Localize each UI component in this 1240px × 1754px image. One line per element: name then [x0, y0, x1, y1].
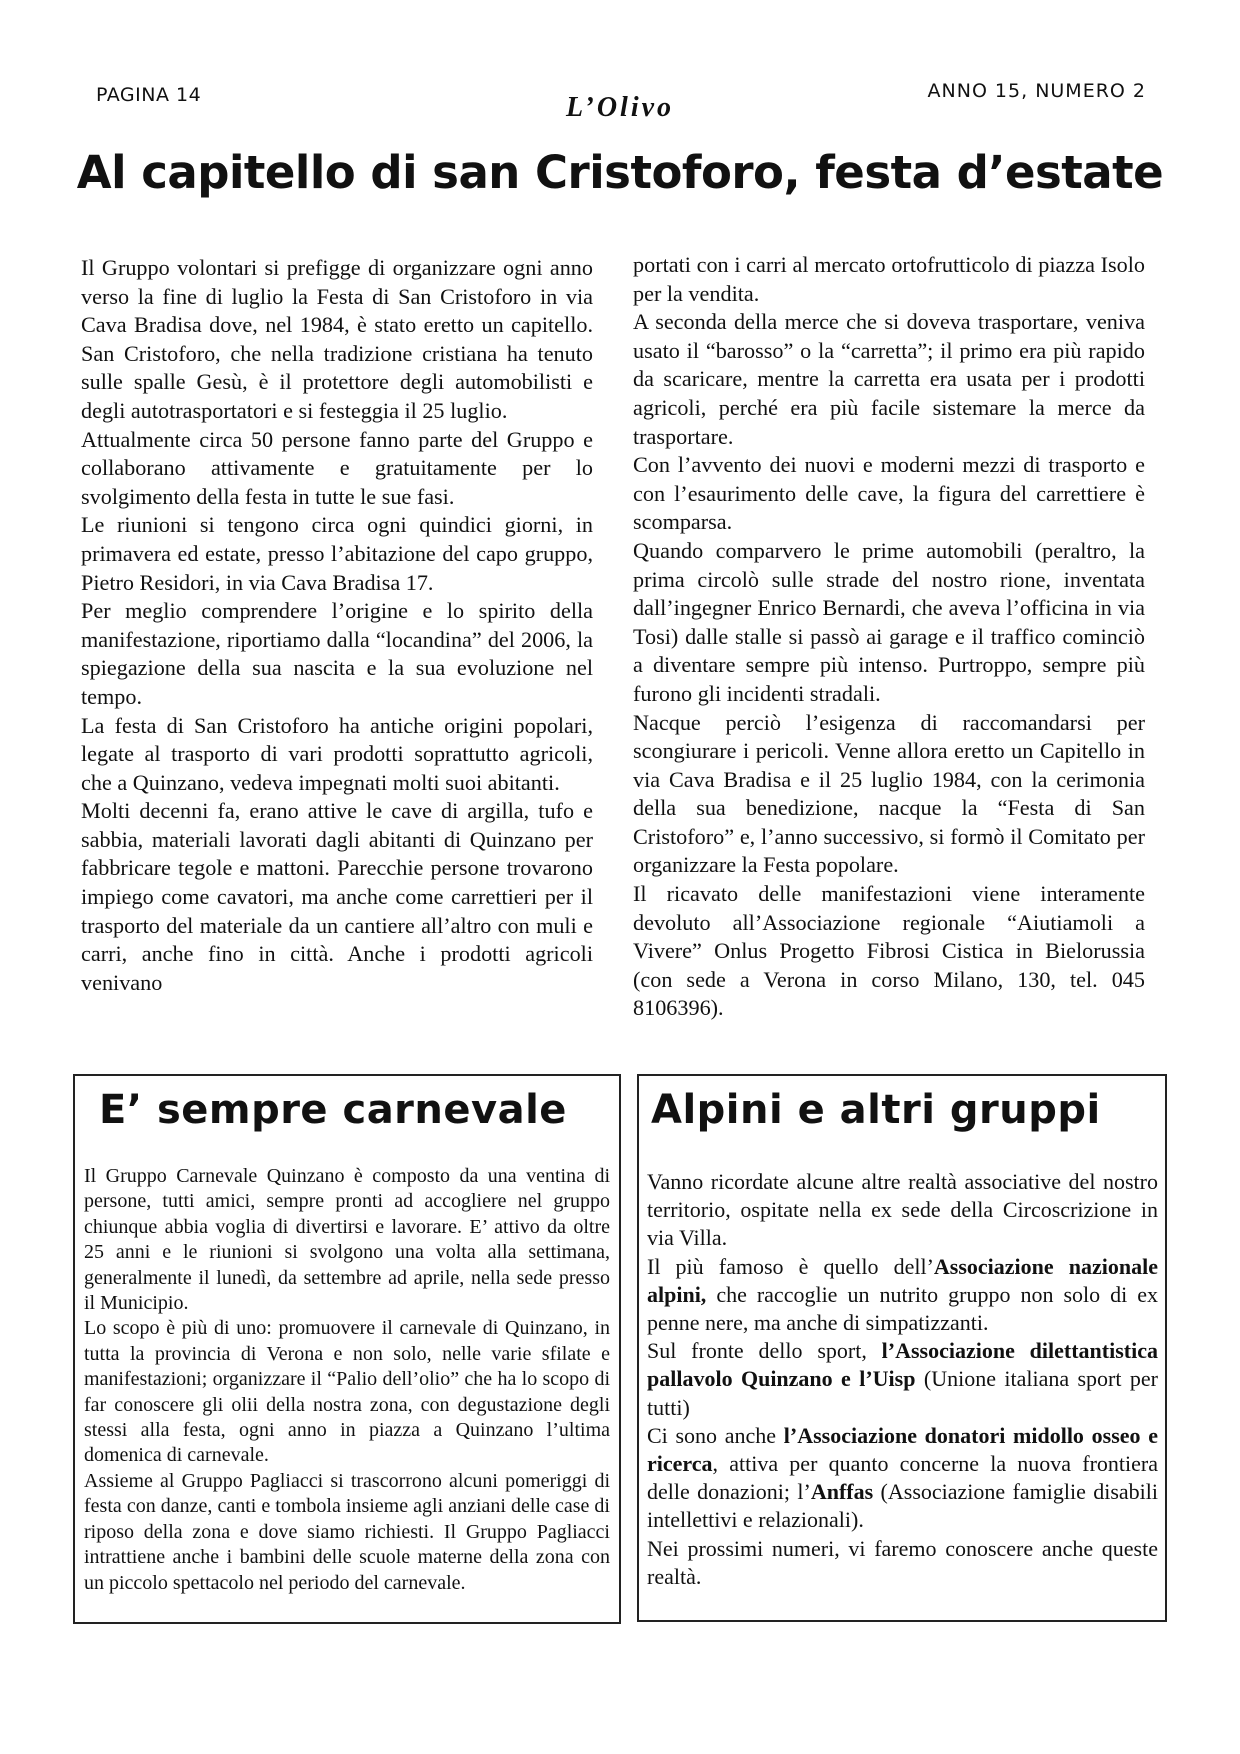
text-run: (Unione italiana sport per tutti) [647, 1366, 1158, 1420]
article-paragraph: Attualmente circa 50 persone fanno parte del Gruppo e collaborano attivamente e gratuitamente per lo svolgimento della festa in tutte le sue fasi. [81, 426, 593, 509]
article-paragraph: La festa di San Cristoforo ha antiche origini popolari, legate al trasporto di vari prodotti soprattutto agricoli, che a Quinzano, vedeva impegnati molti suoi abitanti. [81, 712, 593, 795]
box-paragraph: Assieme al Gruppo Pagliacci si trascorrono alcuni pomeriggi di festa con danze, canti e tombola insieme agli anziani delle case di riposo della zona e dove siamo richiesti. Il Gruppo Pagliacci intrattiene anche i bambini delle scuole materne della zona con un piccolo spettacolo nel periodo del carnevale. [84, 1469, 610, 1594]
article-left-column [81, 254, 593, 997]
bold-text: Anffas [810, 1479, 874, 1505]
box-paragraph: Vanno ricordate alcune altre realtà associative del nostro territorio, ospitate nella ex sede della Circoscrizione in via Villa. [647, 1169, 1158, 1251]
text-run: che raccoglie un nutrito gruppo non solo di ex penne nere, ma anche di simpatizzanti. [647, 1281, 1158, 1336]
article-paragraph: A seconda della merce che si doveva trasportare, veniva usato il “barosso” o la “carretta”; il primo era più rapido da scaricare, mentre la carretta era usata per i prodotti agricoli, perché era più facile sistemare la merce da trasportare. [633, 309, 1145, 449]
text-run: Ci sono anche [647, 1422, 784, 1448]
text-run: , attiva per quanto concerne la nuova frontiera delle donazioni; l’ [647, 1451, 1158, 1505]
bold-text: l’Associazione donatori midollo osseo e ricerca [647, 1422, 1158, 1477]
carnevale-box-text [84, 1164, 610, 1596]
article-paragraph: Le riunioni si tengono circa ogni quindici giorni, in primavera ed estate, presso l’abitazione del capo gruppo, Pietro Residori, in via Cava Bradisa 17. [81, 512, 593, 595]
article-paragraph: Nacque perciò l’esigenza di raccomandarsi per scongiurare i pericoli. Venne allora eretto un Capitello in via Cava Bradisa e il 25 luglio 1984, con la cerimonia della sua benedizione, nacque la “Festa di San Cristoforo” e, l’anno successivo, si formò il Comitato per organizzare la Festa popolare. [633, 709, 1145, 878]
bold-text: Associazione nazionale alpini, [647, 1253, 1158, 1307]
issue-label: ANNO 15, NUMERO 2 [927, 80, 1146, 102]
article-paragraph: Quando comparvero le prime automobili (peraltro, la prima circolò sulle strade del nostro rione, inventata dall’ingegner Enrico Bernardi, che aveva l’officina in via Tosi) dalle stalle si passò ai garage e il traffico cominciò a diventare sempre più intenso. Purtroppo, sempre più furono gli incidenti stradali. [633, 537, 1145, 706]
alpini-box [637, 1074, 1167, 1622]
text-run: Sul fronte dello sport, [647, 1338, 882, 1364]
article-paragraph: Il Gruppo volontari si prefigge di organizzare ogni anno verso la fine di luglio la Festa di San Cristoforo in via Cava Bradisa dove, nel 1984, è stato eretto un capitello. San Cristoforo, che nella tradizione cristiana ha tenuto sulle spalle Gesù, è il protettore degli automobilisti e degli autotrasportatori e si festeggia il 25 luglio. [81, 255, 593, 423]
carnevale-box [73, 1074, 621, 1624]
box-paragraph: Il Gruppo Carnevale Quinzano è composto da una ventina di persone, tutti amici, sempre pronti ad accogliere nel gruppo chiunque abbia voglia di divertirsi e lavorare. E’ attivo da oltre 25 anni e le riunioni si svolgono una volta alla settimana, generalmente il lunedì, da settembre ad aprile, nella sede presso il Municipio. [84, 1165, 610, 1315]
article-right-column [633, 251, 1145, 1023]
box-paragraph: Nei prossimi numeri, vi faremo conoscere anche queste realtà. [647, 1535, 1158, 1589]
box-paragraph [647, 1337, 1158, 1422]
article-title: Al capitello di san Cristoforo, festa d’estate [76, 146, 1164, 199]
article-paragraph: Molti decenni fa, erano attive le cave di argilla, tufo e sabbia, materiali lavorati dagli abitanti di Quinzano per fabbricare tegole e mattoni. Parecchie persone trovarono impiego come cavatori, ma anche come carrettieri per il trasporto del materiale da un cantiere all’altro con muli e carri, anche fino in città. Anche i prodotti agricoli venivano [81, 798, 593, 995]
box-paragraph [647, 1253, 1158, 1338]
box-paragraph: Lo scopo è più di uno: promuovere il carnevale di Quinzano, in tutta la provincia di Verona e non solo, nelle varie sfilate e manifestazioni; organizzare il “Palio dell’olio” che ha lo scopo di far conoscere gli olii della nostra zona, con degustazione degli stessi alla festa, ogni anno in piazza a Quinzano l’ultima domenica di carnevale. [84, 1317, 610, 1467]
masthead-title: L’Olivo [565, 92, 675, 123]
carnevale-box-title: E’ sempre carnevale [99, 1087, 567, 1133]
box-paragraph [647, 1422, 1158, 1535]
text-run: Il più famoso è quello dell’ [647, 1253, 934, 1279]
article-paragraph: Il ricavato delle manifestazioni viene interamente devoluto all’Associazione regionale “Aiutiamoli a Vivere” Onlus Progetto Fibrosi Cistica in Bielorussia (con sede a Verona in corso Milano, 130, tel. 045 8106396). [633, 881, 1145, 1021]
page-number: PAGINA 14 [96, 84, 202, 106]
alpini-box-text [647, 1168, 1158, 1591]
article-paragraph: Con l’avvento dei nuovi e moderni mezzi di trasporto e con l’esaurimento delle cave, la figura del carrettiere è scomparsa. [633, 452, 1145, 535]
alpini-box-title: Alpini e altri gruppi [651, 1087, 1101, 1133]
article-paragraph: Per meglio comprendere l’origine e lo spirito della manifestazione, riportiamo dalla “locandina” del 2006, la spiegazione della sua nascita e la sua evoluzione nel tempo. [81, 598, 593, 709]
bold-text: l’Associazione dilettantistica pallavolo Quinzano e l’Uisp [647, 1338, 1158, 1392]
text-run: (Associazione famiglie disabili intellettivi e relazionali). [647, 1479, 1159, 1533]
article-paragraph: portati con i carri al mercato ortofrutticolo di piazza Isolo per la vendita. [633, 252, 1145, 306]
